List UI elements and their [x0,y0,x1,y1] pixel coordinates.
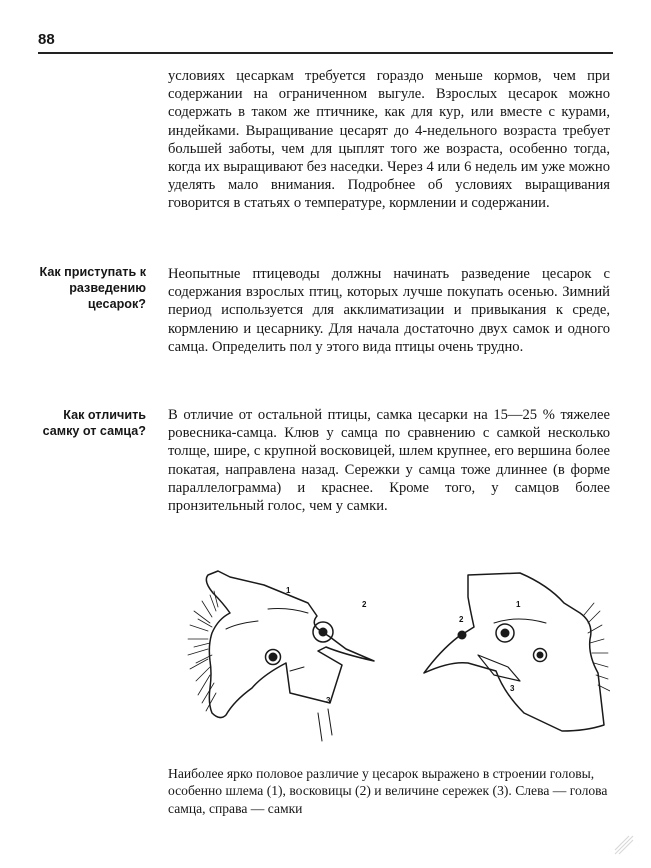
male-head-drawing [188,571,374,741]
corner-watermark-icon [611,832,637,858]
answer-start-breeding: Неопытные птицеводы должны начинать разведение цесарок с содержания взрослых птиц, которых лучше покупать осенью. Зимний период используется для акклиматизации и привыкания к среде, кормлению и цесарнику. Для начала достаточно двух самок и одного самца. Определить пол у этого вида птицы очень трудно. [168,266,610,355]
intro-paragraph: условиях цесаркам требуется гораздо меньше кормов, чем при содержании на ограниченном выгуле. Взрослых цесарок можно содержать в таком же птичнике, как для кур, или вместе с курами, индейками. Выращивание цесарят до 4-недельного возраста требует большей заботы, чем для цыплят того же возраста, особенно тогда, когда их выращивают без наседки. Через 4 или 6 недель им уже можно уделять мало внимания. Подробнее об условиях выращивания говорится в статьях о температуре, кормлении и содержании. [168,68,610,212]
header-rule [38,52,613,54]
margin-question-start-breeding: Как приступать к разведению цесарок? [39,265,146,311]
label-helmet-female: 1 [516,600,521,609]
label-wattles-female: 3 [510,684,515,693]
page-number: 88 [38,31,55,48]
guinea-fowl-heads-figure [168,563,610,761]
female-head-drawing [424,573,610,731]
label-wattles-male: 3 [326,696,331,705]
margin-question-distinguish-sex: Как отличить самку от самца? [42,408,146,438]
figure-caption: Наиболее ярко половое различие у цесарок выражено в строении головы, особенно шлема (1), восковицы (2) и величине сережек (3). Слева — голова самца, справа — самки [168,766,608,816]
label-cere-female: 2 [459,615,464,624]
answer-distinguish-sex: В отличие от остальной птицы, самка цесарки на 15—25 % тяжелее ровесника-самца. Клюв у самца по сравнению с самкой несколько толще, шире, с крупной восковицей, шлем крупнее, его вершина более покатая, направлена назад. Сережки у самца тоже длиннее (в форме параллелограмма) и краснее. Кроме того, у самцов более пронзительный голос, чем у самки. [168,407,610,515]
label-helmet-male: 1 [286,586,291,595]
label-cere-male: 2 [362,600,367,609]
